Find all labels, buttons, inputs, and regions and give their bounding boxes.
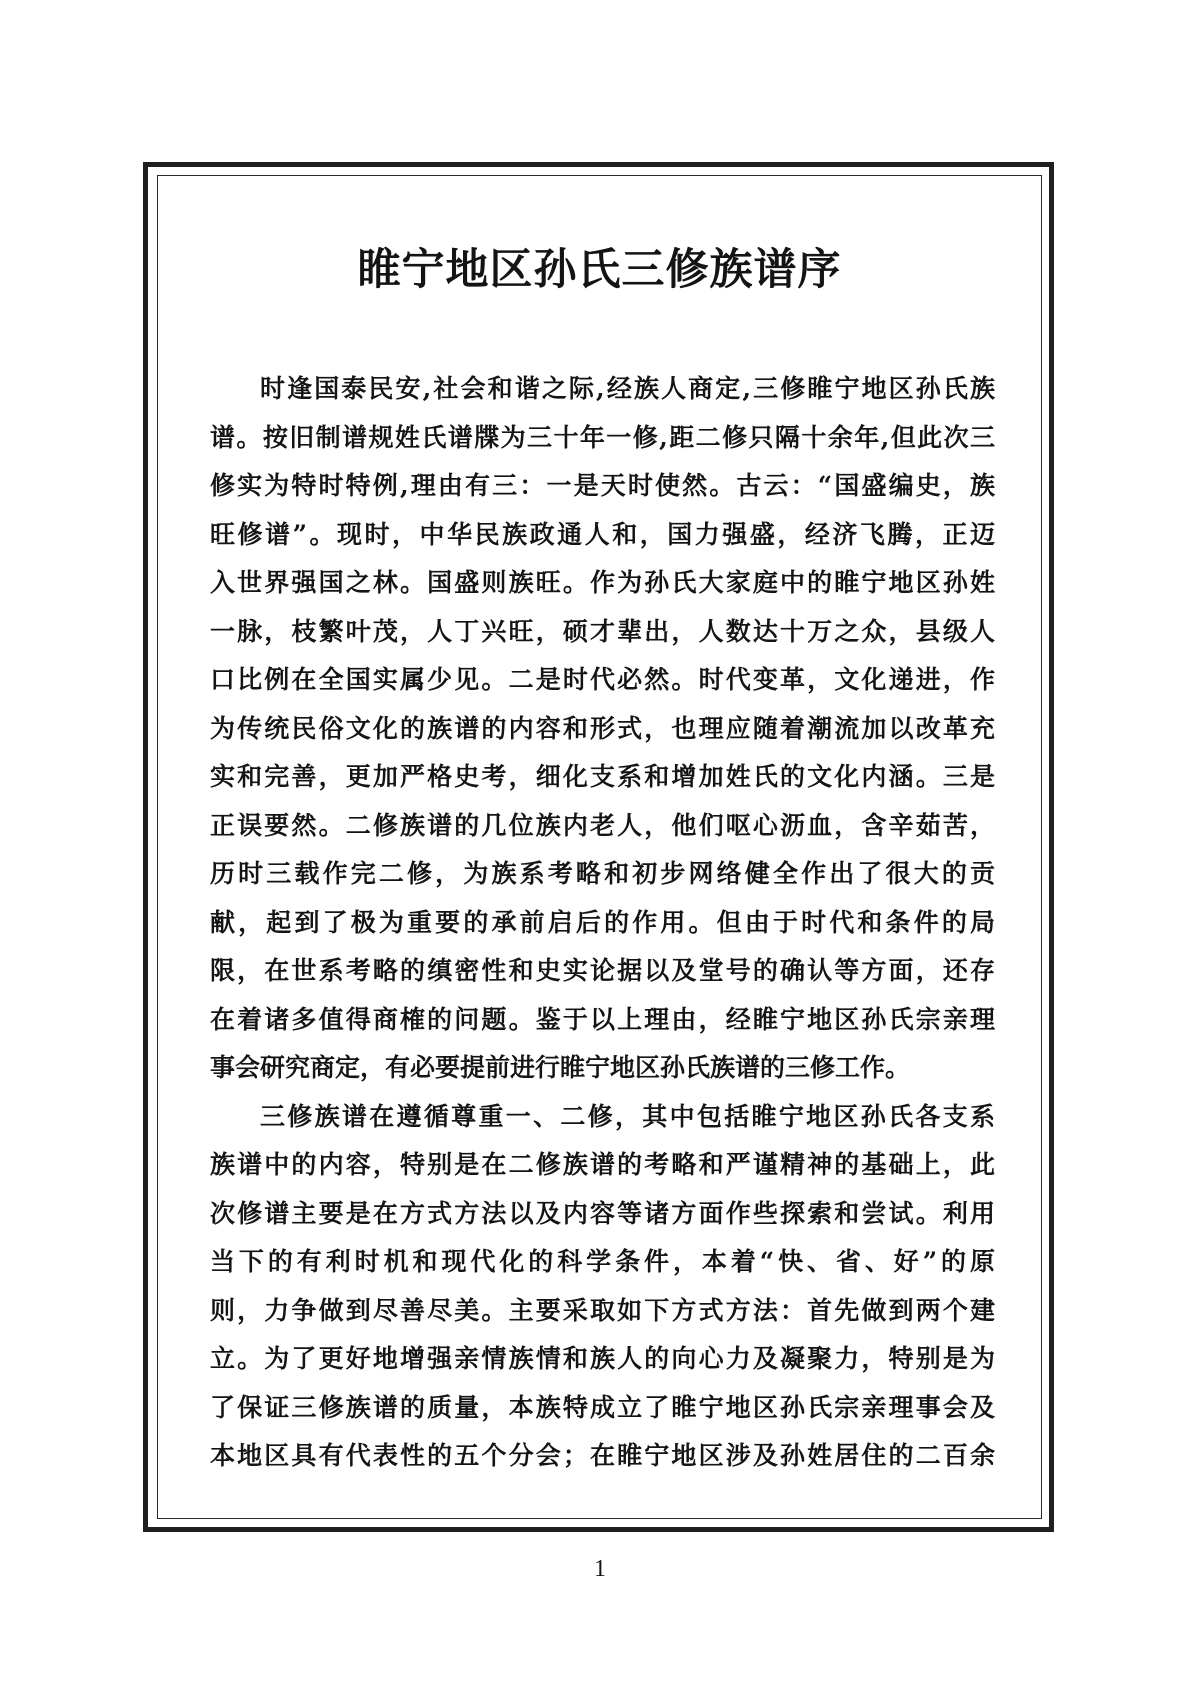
text-line: 正误要然。二修族谱的几位族内老人，他们呕心沥血，含辛茹苦， [210, 810, 995, 840]
text-line: 族谱中的内容，特别是在二修族谱的考略和严谨精神的基础上，此 [210, 1150, 995, 1179]
text-line: 在着诸多值得商榷的问题。鉴于以上理由，经睢宁地区孙氏宗亲理 [210, 1004, 995, 1034]
text-line: 时逢国泰民安,社会和谐之际,经族人商定,三修睢宁地区孙氏族 [260, 374, 995, 403]
text-line: 当下的有利时机和现代化的科学条件，本着“快、省、好”的原 [210, 1247, 995, 1276]
text-line: 入世界强国之林。国盛则族旺。作为孙氏大家庭中的睢宁地区孙姓 [210, 568, 995, 597]
document-title: 睢宁地区孙氏三修族谱序 [357, 245, 842, 295]
page-number: 1 [594, 1556, 606, 1582]
text-line: 次修谱主要是在方式方法以及内容等诸方面作些探索和尝试。利用 [210, 1198, 995, 1228]
text-line: 为传统民俗文化的族谱的内容和形式，也理应随着潮流加以改革充 [210, 713, 995, 743]
text-line: 一脉，枝繁叶茂，人丁兴旺，硕才辈出，人数达十万之众，县级人 [210, 616, 995, 646]
text-line: 历时三载作完二修，为族系考略和初步网络健全作出了很大的贡 [210, 859, 995, 888]
text-line: 旺修谱”。现时，中华民族政通人和，国力强盛，经济飞腾，正迈 [210, 519, 995, 549]
text-line: 修实为特时特例,理由有三：一是天时使然。古云：“国盛编史，族 [210, 471, 995, 500]
text-line: 限，在世系考略的缜密性和史实论据以及堂号的确认等方面，还存 [210, 956, 995, 985]
text-line: 本地区具有代表性的五个分会；在睢宁地区涉及孙姓居住的二百余 [210, 1441, 995, 1470]
text-line: 实和完善，更加严格史考，细化支系和增加姓氏的文化内涵。三是 [210, 762, 995, 791]
text-line: 口比例在全国实属少见。二是时代必然。时代变革，文化递进，作 [210, 665, 995, 694]
text-line: 则，力争做到尽善尽美。主要采取如下方式方法：首先做到两个建 [210, 1295, 995, 1325]
text-line: 立。为了更好地增强亲情族情和族人的向心力及凝聚力，特别是为 [210, 1344, 995, 1373]
document-body [210, 365, 995, 1481]
text-line: 事会研究商定，有必要提前进行睢宁地区孙氏族谱的三修工作。 [210, 1053, 911, 1082]
text-line: 三修族谱在遵循尊重一、二修，其中包括睢宁地区孙氏各支系 [260, 1101, 995, 1131]
paragraph-2 [210, 1093, 995, 1481]
text-line: 献，起到了极为重要的承前启后的作用。但由于时代和条件的局 [210, 907, 995, 937]
text-line: 谱。按旧制谱规姓氏谱牒为三十年一修,距二修只隔十余年,但此次三 [210, 422, 995, 452]
paragraph-1 [210, 365, 995, 1093]
text-line: 了保证三修族谱的质量，本族特成立了睢宁地区孙氏宗亲理事会及 [210, 1392, 995, 1422]
